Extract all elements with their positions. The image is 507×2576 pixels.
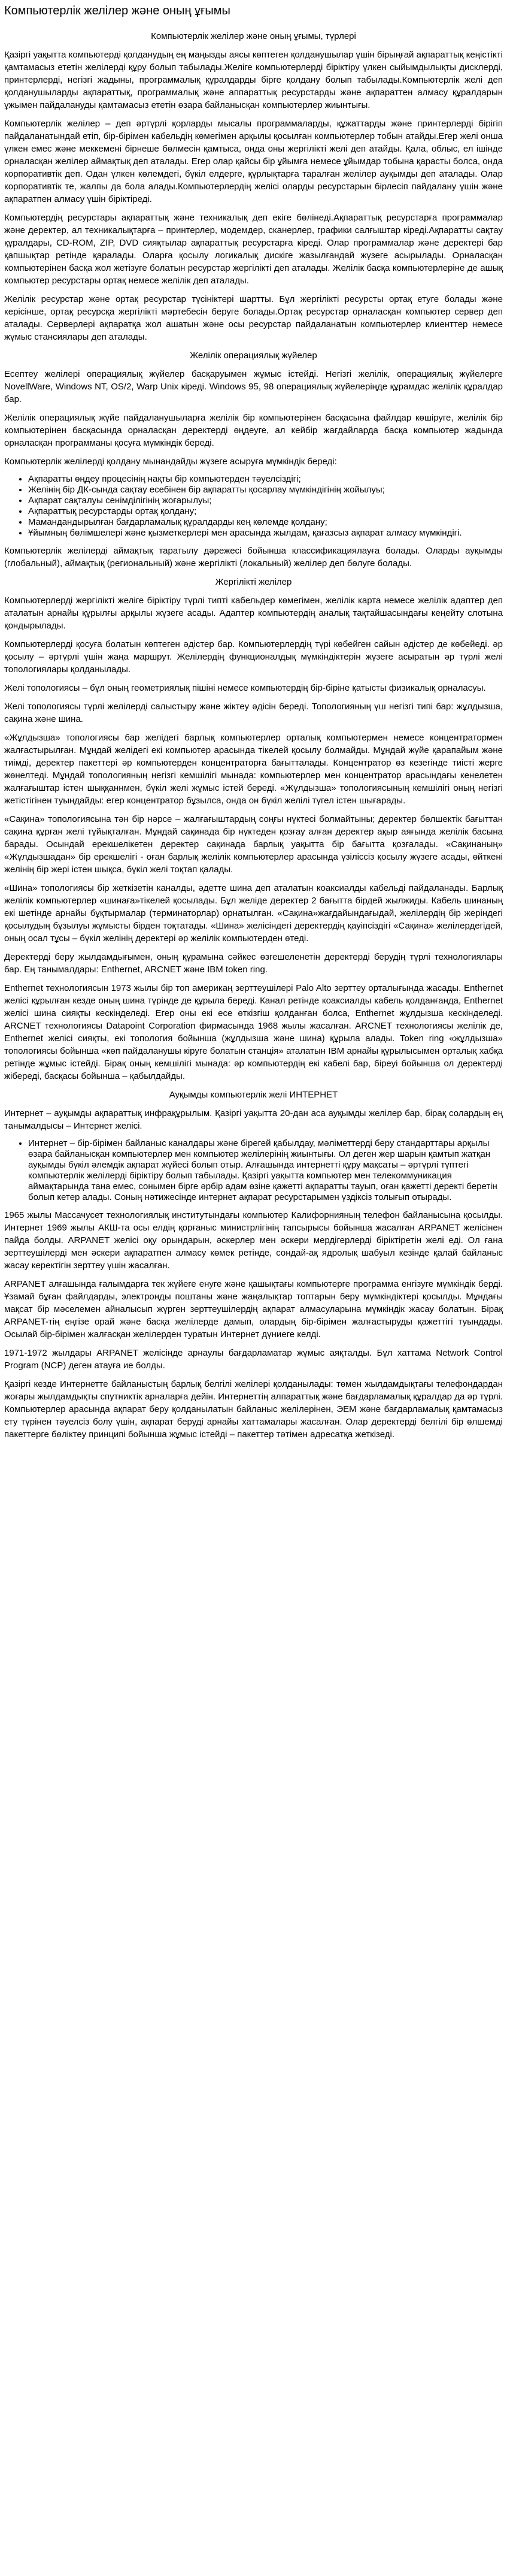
list-item: • Мамандандырылған бағдарламалық құралдарды кең көлемде қолдану; [28, 517, 503, 528]
body-paragraph: Желілік операциялық жүйе пайдаланушыларға желілік бір компьютерінен басқасына файлдар көшіруге, желілік бір компьютерінен басқасында орналасқан деректерді өңдеуге, ал кейбір жағдайларда басқа компьютер жадында орналасқан программаны қосуға мүмкіндік береді. [4, 413, 503, 448]
body-paragraph: 1965 жылы Массачусет технологиялық институтындағы компьютер Калифорнияның телефон байланысына қосылды. Интернет 1969 жылы АКШ-та осы елдің қорғаныс министрлігінің тапсырысы бойынша жасалған ARPANET желісінен пайда болды. ARPANET желісі оқу орындарын, әскерлер мен әскери мердігерлерді біріктіретін желі еді. Ол ғана зерттеушілерді мен әскери ақпаратпен алмасу көмек ретінде, сондай-ақ ядролық шабуыл кезінде қалай байланыс жасау керектігін зерттеу үшін жасалған. [4, 1210, 503, 1271]
list-item: • Интернет – бір-бірімен байланыс каналдары және бірегей қабылдау, мәліметтерді беру стандарттары арқылы өзара байланысқан компьютерлер мен компьютер желілерінің жиынтығы. Ол деген жер шарын қамтып жатқан ауқымды бүкіл әлемдік ақпарат жүйесі болып отыр. Алғашында интернетті құру мақсаты – әртүрлі түптегі компьютерлік желілерді біріктіру болып табылады. Қазіргі уақытта компьютер мен телекоммуникация аймақтарында тана емес, сонымен бірге әрбір адам өзіне қажетті ақпаратты тауып, оған қажетті деректі беретін болып кетер алады. Соның нәтижесінде интернет ақпарат ресурстарымен үздіксіз толығып отырады. [28, 1138, 503, 1203]
list-item: • Желінің бір ДК-сында сақтау есебінен бір ақпаратты қосарлау мүмкіндігінің жойылуы; [28, 485, 503, 495]
body-paragraph: «Сақина» топологиясына тән бір нәрсе – жалғағыштардың соңғы нүктесі болмайтыны; деректер бөлшектік бағыттан сақина құрған желі түйықталған. Мұндай сақинада бір нүктеден қозғау алған деректер ақыр аяғында желілік басына барады. Осындай ерекшелікетен деректер сақинада барлық уақытта бір бағытта қозғалады. «Сақинаның» «Жұлдызшадан» бір ерекшелігі - оған барлық желілік компьютерлер арасында үзіліссіз қосылу жүзеге асады, өйткені желінің бір жері істен шықса, бүкіл желі тоқтап қалады. [4, 814, 503, 875]
page-subtitle: Компьютерлік желілер және оның ұғымы, түрлері [151, 31, 356, 41]
section-heading-local: Жергілікті желілер [215, 577, 292, 587]
body-paragraph: «Жұлдызша» топологиясы бар желідегі барлық компьютерлер орталық компьютермен немесе концентратормен жалғастырылған. Мұндай желідегі екі компьютер арасында тікелей қосылу болмайды. Мұндай жүйе қарапайым және тиімді, деректер пакеттері әр компьютерден концентраторға бағытталады. Концентратор өз кезегінде тиісті жерге жөнелтеді. Мұндай топологияның негізгі кемшілігі мынада: компьютерлер мен концентратор арасындағы кенелетен жалғағыштар істен шыққаннмен, бүкіл желі жұмыс істей береді. «Жұлдызша» топологиясының кемшілігі оның негізгі жетістігінен туындайды: егер концентратор бұзылса, онда он бүкіл желілі түгел істен шығарады. [4, 733, 503, 806]
benefits-list [4, 474, 503, 539]
body-paragraph: Қазіргі кезде Интернетте байланыстың барлық белгілі желілері қолданылады: төмен жылдамдықтағы телефондардан жоғары жылдамдықты спутниктік арналарға дейін. Интернеттің алпараттық және бағдарламалық құралдар да әр түрлі. Компьютерлер арасында ақпарат беру қолданылатын байланыс желілерінен, ЭЕМ және бағдарламалық қамтамасыз ету түрінен тәуелсіз болу үшін, ақпарат беруді арнайы хаттамалары жасалған. Олар деректерді белгілі бір өлшемді пакеттерге бөліктеу принципі бойынша жұмыс істейді – пакеттер тәтімен адресатқа жеткізеді. [4, 1379, 503, 1440]
list-item: • Ақпараттық ресурстарды ортақ қолдану; [28, 506, 503, 517]
body-paragraph: Компьютерлік желілерді қолдану мынандайды жүзеге асыруға мүмкіндік береді: [4, 456, 337, 467]
intro-paragraph: Компьютерлік желілер – деп әртүрлі қорларды мысалы программаларды, құжаттарды және принтерлерді бірігіп пайдаланатындай етіп, бір-бірімен кабельдің көмегімен арқылы қосылған компьютерлер тобын атайды.Егер желі онша үлкен емес және меккемені бірнеше бөлмесін қамтыса, онда оны жергілікті желі деп атайды. Қала, облыс, ел ішінде орналасқан желілер аймақтық деп аталады. Егер олар қайсы бір ұйымға немесе ұйымдар тобына қарасты болса, онда корпоративтік деп. Одан үлкен көлемдегі, бүкіл елдерге, құрлықтарға таралған желілер ауқымды деп аталады. Олар корпоративтік те, жалпы да бола алады.Компьютерлердің желісі оларды ресурстарын бірлесіп пайдалану үшін және ақпаратпен алмасу үшін біріктіреді. [4, 119, 503, 204]
body-paragraph: Компьютерлерді жергілікті желіге біріктіру түрлі типті кабельдер көмегімен, желілік карта немесе желілік адаптер деп аталатын арнайы құрылғы арқылы жүзеге асады. Адаптер компьютердің аналық тақтайшасындағы кеңейту слотына қондырылады. [4, 595, 503, 631]
intro-paragraph: Компьютердің ресурстары ақпараттық және техникалық деп екіге бөлінеді.Ақпараттық ресурстарға программалар және деректер, ал техникалықтарға – принтерлер, модемдер, сканерлер, графики салғыштар кіреді.Ақпаратты сақтау құралдары, CD-ROM, ZIP, DVD сияқтылар ақпараттық ресурстарға кіреді. Олар программалар және деректері бар қапшықтар ретінде қаралады. Оларға қосылу логикалық дискіге жазылғандай жүзеге асырылады. Орналасқан компьютерінен басқа жол жетізуге болатын ресурстар жергілікті деп аталады. Желілік басқа компьютерлеріне де ашық компьютер ресурстары ортақ немесе желілік деп аталады. [4, 213, 503, 286]
body-paragraph: ARPANET алғашында ғалымдарға тек жүйеге енуге және қашықтағы компьютерге программа енгізуге мүмкіндік берді. Ұзамай бұған файлдарды, электронды поштаны және жаңалықтар топтарын беру мүмкіндіктері қосылды. Мұндағы мақсат бір мәселемен айналысып жүрген зерттеушілердің ақпарат алмасуларына мүмкіндік жасау болатын. Бірақ ARPANET-тің еңгізе орай және басқа желілерде дамып, олардың бір-бірімен жалғастыруды қажеттігі туындады. Осылай бір-бірімен жалғасқан желілерден туратын Интернет дүниеге келді. [4, 1279, 503, 1340]
body-paragraph: Есептеу желілері операциялық жүйелер басқаруымен жұмыс істейді. Негізгі желілік, операциялық жүйелерге NovellWare, Windows NT, OS/2, Warp Unix кіреді. Windows 95, 98 операциялық жүйелеріңде құрамдас желілік құралдар бар. [4, 369, 503, 404]
body-paragraph: Желі топологиясы – бұл оның геометриялық пішіні немесе компьютердің бір-біріне қатысты физикалық орналасуы. [4, 683, 486, 693]
section-heading-internet: Ауқымды компьютерлік желі ИНТЕРНЕТ [169, 1090, 338, 1100]
internet-list [4, 1138, 503, 1203]
list-item: • Ұйымның бөлімшелері және қызметкерлері мен арасында жылдам, қағазсыз ақпарат алмасу мүмкіндігі. [28, 528, 503, 539]
body-paragraph: Интернет – ауқымды ақпараттық инфрақұрылым. Қазіргі уақытта 20-дан аса ауқымды желілер бар, бірақ солардың ең танымалдысы – Интернет желісі. [4, 1108, 503, 1131]
intro-paragraph: Желілік ресурстар және ортақ ресурстар түсініктері шартты. Бұл жергілікті ресурсты ортақ етуге болады және керісінше, ортақ ресурсқа жергілікті мәртебесін беруге болады.Ортақ ресурстар орналасқан компьютер сервер деп аталады. Серверлері ақпаратқа жол ашатын және осы ресурстар пайдаланатын компьютерлер клиенттер немесе жұмыс стансиялары деп аталады. [4, 294, 503, 342]
body-paragraph: Компьютерлік желілерді аймақтық таратылу дәрежесі бойынша классификациялауға болады. Оларды ауқымды (глобальный), аймақтық (региональный) және жергілікті (локальный) желілер деп бөлуге болады. [4, 546, 503, 569]
body-paragraph: 1971-1972 жылдары ARPANET желісінде арнаулы бағдарламатар жұмыс аяқталды. Бұл хаттама Network Control Program (NCP) деген атауға ие болды. [4, 1348, 503, 1371]
page-title: Компьютерлік желілер және оның ұғымы [4, 4, 230, 17]
body-paragraph: Компьютерлерді қосуға болатын көптеген әдістер бар. Компьютерлердің түрі көбейген сайын әдістер де көбейеді. әр қосылу – әртүрлі үшін жаңа маршрут. Желілердің функционалдық мүмкіндіктерін жүзеге асыратын әр түрлі желі топологиялары қолданылады. [4, 639, 503, 675]
list-item: • Ақпаратты өңдеу процесінің нақты бір компьютерден тәуелсіздігі; [28, 474, 503, 485]
body-paragraph: «Шина» топологиясы бір жеткізетін каналды, әдетте шина деп аталатын коаксиалды кабельді пайдаланады. Барлық желілік компьютерлер «шинаға»тікелей қосылады. Бұл желіде деректер 2 бағытта бірдей жылжиды. Кабель шинаның екі шетінде арнайы бұқтырмалар (терминаторлар) орнатылған. «Сақина»жағдайындағыдай, желілердің бір жеріндегі қосылудың бұзылуы жұмысты бірден тоқтатады. «Шина» желісіндегі деректердің қауіпсіздігі «Сақина» желілердегідей, оның осал тұсы – бүкіл желінің деректері әр желілік компьютерден өтеді. [4, 883, 503, 944]
list-item: • Ақпарат сақталуы сенімділігінің жоғарылуы; [28, 495, 503, 506]
body-paragraph: Желі топологиясы түрлі желілерді салыстыру және жіктеу әдісін береді. Топологияның үш негізгі типі бар: жұлдызша, сақина және шина. [4, 702, 503, 724]
body-paragraph: Enthernet технологиясын 1973 жылы бір топ америкаң зерттеушілері Palo Alto зерттеу орталығында жасады. Enthernet желісі құрылған кезде оның шина түрінде де құрыла береді. Канал ретінде коаксиалды кабель қолданғанда, Enthernet желісі шина сияқты кескінделеді. Егер оны екі есе өткізгіш қолданған болса, Enthernet жұлдызша кескінделеді. ARCNET технологиясы Datapoint Corporation фирмасында 1968 жылы жасалған. ARCNET технологиясы желілік де, Enthernet желісі сияқты, екі топология бойынша (жұлдызша және шина) құрыла алады. Token ring «жұлдызша» топологиясы бойынша «көп пайдаланушы кіруге болатын станція» аталатын IBM арнайы құрылысымен орталық хабқа ретінде жұмыс істейді. Бірақ оның кемшілігі мынада: әр компьютердің екі кабелі бар, біреуі бойынша ол деректерді жібереді, басқасы бойынша – қабылдайды. [4, 983, 503, 1081]
section-heading-os: Желілік операциялық жүйелер [190, 350, 317, 361]
body-paragraph: Деректерді беру жылдамдығымен, оның құрамына сәйкес өзгешеленетін деректерді берудің түрлі технологиялары бар. Ең танымалдары: Enthernet, ARCNET және IBM token ring. [4, 952, 503, 975]
intro-paragraph: Қазіргі уақытта компьютерді қолданудың ең маңызды аясы көптеген қолданушылар үшін бірыңғай ақпараттық кеңістікті қамтамасыз ететін желілерді құру болып табылады.Желіге компьютерлерді біріктіру үлкен сыйымдылықты дисклерді, принтерлерді, негізгі жадыны, программалық құралдарды бірге қолдану болып табылады.Компьютерлік желі деп қолданушыларды ақпараттық, программалық және аппараттық ресурстарды және ақпараттен алмасу құралдарын ұжымен пайдалануды қамтамасыз ететін өзара байланысқан компьютерлер жиынтығы. [4, 50, 503, 110]
